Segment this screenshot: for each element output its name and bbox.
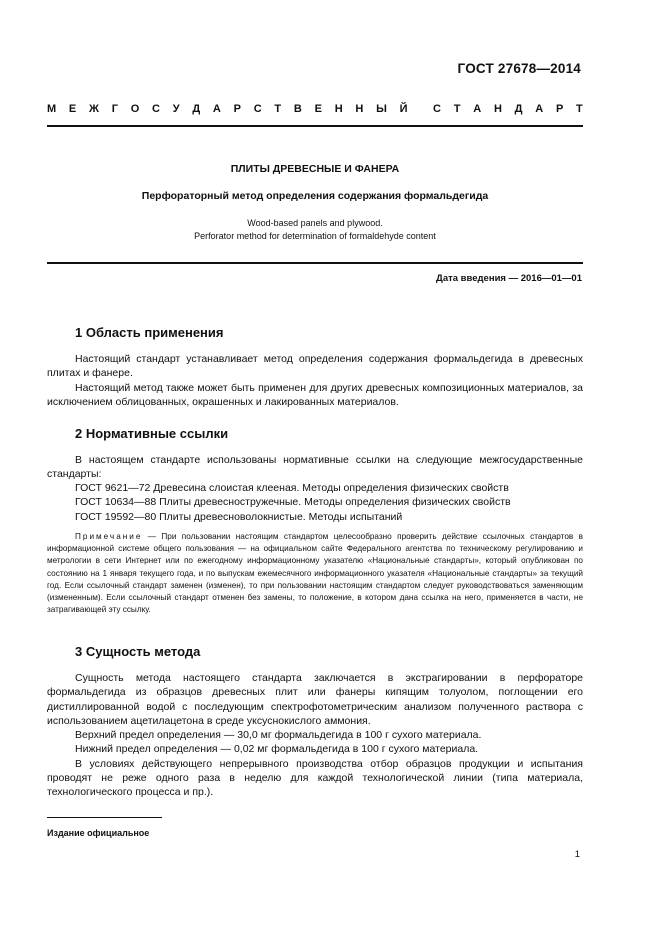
interstate-letter: Й xyxy=(399,103,408,115)
interstate-letter: Р xyxy=(233,103,241,115)
introduction-date: Дата введения — 2016—01—01 xyxy=(436,273,582,284)
interstate-letter: С xyxy=(433,103,441,115)
section-3-heading: 3 Сущность метода xyxy=(75,644,201,659)
section-1-heading: 1 Область применения xyxy=(75,325,224,340)
section-1-body xyxy=(47,352,583,409)
reference-item: ГОСТ 19592—80 Плиты древесноволокнистые. Методы испытаний xyxy=(75,510,403,523)
interstate-letter: А xyxy=(473,103,482,115)
interstate-letter: О xyxy=(130,103,140,115)
interstate-letter: Н xyxy=(493,103,502,115)
interstate-letter: А xyxy=(535,103,544,115)
standard-number: ГОСТ 27678—2014 xyxy=(457,61,581,76)
section-1-paragraph-1: Настоящий стандарт устанавливает метод определения содержания формальдегида в древесных плитах и фанере. xyxy=(47,353,583,380)
section-2-heading: 2 Нормативные ссылки xyxy=(75,426,229,441)
interstate-letter: У xyxy=(172,103,180,115)
official-edition-label: Издание официальное xyxy=(47,828,150,838)
english-title-line-1: Wood-based panels and plywood. xyxy=(247,218,383,228)
section-3-body xyxy=(47,671,583,800)
interstate-standard-banner xyxy=(47,103,583,115)
interstate-letter: Ы xyxy=(376,103,387,115)
document-subtitle: Перфораторный метод определения содержания формальдегида xyxy=(141,190,489,202)
interstate-letter: Н xyxy=(355,103,364,115)
header-rule-top xyxy=(47,125,583,127)
english-title-line-2: Perforator method for determination of formaldehyde content xyxy=(194,231,436,241)
interstate-letter: Ж xyxy=(89,103,99,115)
normative-references-list xyxy=(75,481,511,524)
references-note xyxy=(47,531,583,616)
reference-item: ГОСТ 9621—72 Древесина слоистая клееная. Методы определения физических свойств xyxy=(75,482,509,494)
interstate-letter: Е xyxy=(68,103,77,115)
interstate-letter: С xyxy=(152,103,160,115)
interstate-letter: М xyxy=(47,103,57,115)
section-2-intro xyxy=(47,453,583,482)
interstate-letter: Р xyxy=(555,103,564,115)
interstate-letter: Д xyxy=(192,103,201,115)
interstate-letter: Е xyxy=(314,103,322,115)
interstate-letter: Г xyxy=(111,103,118,115)
note-label: Примечание xyxy=(75,532,143,541)
interstate-letter: Т xyxy=(274,103,282,115)
interstate-letter: В xyxy=(293,103,302,115)
document-title: ПЛИТЫ ДРЕВЕСНЫЕ И ФАНЕРА xyxy=(230,163,400,175)
section-3-paragraph-3: Нижний предел определения — 0,02 мг формальдегида в 100 г сухого материала. xyxy=(75,743,479,756)
footer-rule xyxy=(47,817,162,818)
reference-item: ГОСТ 10634—88 Плиты древесностружечные. Методы определения физических свойств xyxy=(75,496,511,509)
note-text: — При пользовании настоящим стандартом целесообразно проверить действие ссылочных стандартов в информационной системе общего пользования — на официальном сайте Федерального агентства по техническому регулированию и метрологии в сети Интернет или по ежегодному информационному указателю «Национальные стандарты», который опубликован по состоянию на 1 января текущего года, и по выпускам ежемесячного информационного указателя «Национальные стандарты» за текущий год. Если ссылочный стандарт заменен (изменен), то при пользовании настоящим стандартом следует руководствоваться заменяющим (измененным). Если ссылочный стандарт отменен без замены, то положение, в котором дана ссылка на него, применяется в части, не затрагивающей эту ссылку. xyxy=(47,532,583,615)
section-3-paragraph-4: В условиях действующего непрерывного производства отбор образцов продукции и испытания проводят не реже одного раза в неделю для каждой технологической линии (типа материала, технологического процесса и пр.). xyxy=(47,757,583,799)
interstate-letter: Т xyxy=(453,103,461,115)
section-3-paragraph-1: Сущность метода настоящего стандарта заключается в экстрагировании в перфораторе формальдегида из образцов древесных плит или фанеры кипящим толуолом, поглощении его дистиллированной водой с последующим спектрофотометрическим анализом полученного раствора с использованием ацетилацетона в среде уксуснокислого аммония. xyxy=(47,672,583,727)
interstate-letter: С xyxy=(253,103,262,115)
header-rule-bottom xyxy=(47,262,583,264)
page-number: 1 xyxy=(574,849,580,860)
section-1-paragraph-2: Настоящий метод также может быть применен для других древесных композиционных материалов, за исключением облицованных, окрашенных и лакированных материалов. xyxy=(47,381,583,408)
interstate-letter: Д xyxy=(514,103,523,115)
interstate-letter: Н xyxy=(334,103,343,115)
interstate-letter: А xyxy=(212,103,221,115)
section-2-paragraph-1: В настоящем стандарте использованы нормативные ссылки на следующие межгосударственные стандарты: xyxy=(47,454,583,481)
interstate-letter: Т xyxy=(576,103,583,115)
section-3-paragraph-2: Верхний предел определения — 30,0 мг формальдегида в 100 г сухого материала. xyxy=(75,729,482,742)
